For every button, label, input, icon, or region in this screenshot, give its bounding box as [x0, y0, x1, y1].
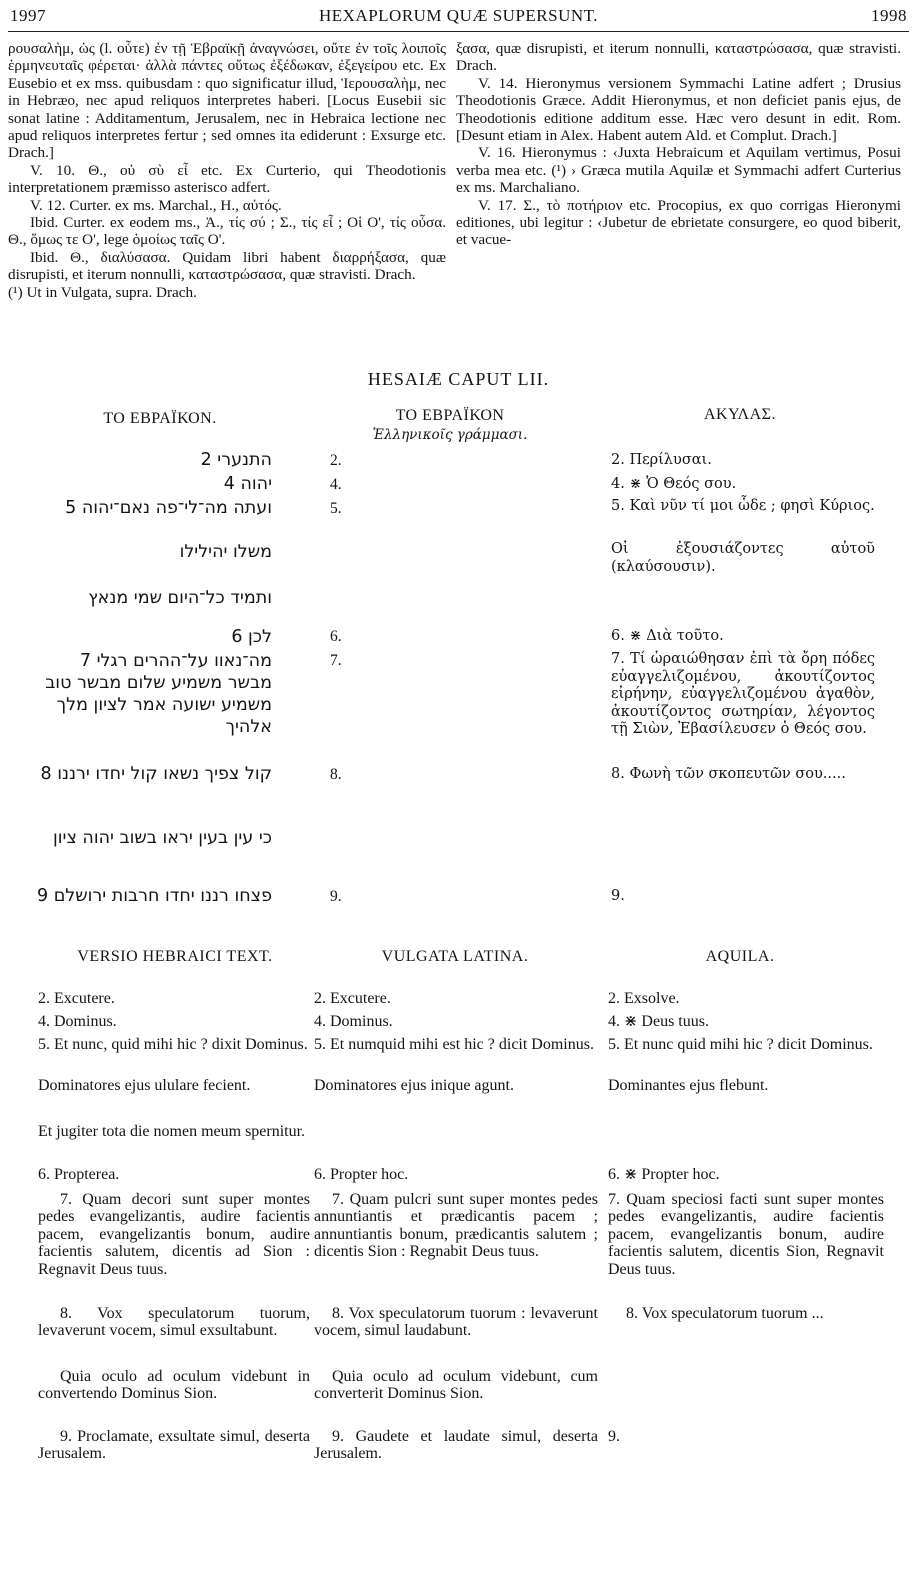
note-paragraph: V. 14. Hieronymus versionem Symmachi Latine adfert ; Drusius Theodotionis Græce. Addit Hieronymus, et non deficiet panis ejus, de Theodotionis editione additum esse. Hæc vero desunt in edit. Rom. [Desunt etiam in Alex. Habent autem Ald. et Complut. Drach.] [456, 74, 901, 145]
verse-line: 4. Dominus. [38, 1013, 117, 1030]
verse-line: 8. Vox speculatorum tuorum ... [626, 1305, 824, 1322]
verse-line: 7. Quam speciosi facti sunt super montes pedes evangelizantis, audire facientis pacem, evangelizantis bonum, audire facientis salutem, dicentis Sion, Regnavit Deus tuus. [608, 1191, 884, 1278]
aquila-greek-text: 8. Φωνὴ τῶν σκοπευτῶν σου..... [611, 766, 846, 782]
verse-line: 8. Vox speculatorum tuorum : levaverunt vocem, simul laudabunt. [314, 1305, 598, 1340]
hebrew-text: התנערי 2 [200, 450, 272, 470]
hebrew-text: יהוה 4 [223, 474, 272, 494]
verse-line: Quia oculo ad oculum videbunt, cum converterit Dominus Sion. [314, 1368, 598, 1403]
hebrew-text: לכן 6 [231, 627, 272, 647]
hebrew-text: פצחו רננו יחדו חרבות ירושלם 9 [36, 886, 272, 906]
verse-line: 7. Quam pulcri sunt super montes pedes annuntiantis et prædicantis pacem ; annuntiantis bonum, prædicantis salutem ; dicentis Sion : Regnabit Deus tuus. [314, 1191, 598, 1261]
verse-line: 2. Exsolve. [608, 990, 680, 1007]
header-aquila-greek: ΑΚΥΛΑΣ. [703, 406, 776, 423]
aquila-greek-text: 2. Περίλυσαι. [611, 452, 712, 468]
verse-number: 2. [330, 452, 342, 469]
hebrew-text: ועתה מה־לי־פה נאם־יהוה 5 [65, 498, 272, 518]
hebrew-text: מבשר משמיע שלום מבשר טוב [45, 673, 272, 693]
running-title: HEXAPLORUM QUÆ SUPERSUNT. [318, 6, 599, 25]
hebrew-text: ותמיד כל־היום שמי מנאץ [88, 588, 272, 608]
note-paragraph: Ibid. Curter. ex eodem ms., Ἀ., τίς σύ ; Σ., τίς εἶ ; Οἱ Ο', τίς οὖσα. Θ., ὅμως τε Ο', lege ὁμοίως ταῖς Ο'. [8, 214, 446, 249]
verse-line: 9. [608, 1428, 620, 1445]
verse-number: 5. [330, 500, 342, 517]
aquila-greek-text: 4. ⋇ Ὁ Θεός σου. [611, 476, 737, 492]
note-paragraph: ξασα, quæ disrupisti, et iterum nonnulli, καταστρώσασα, quæ stravisti. Drach. [456, 40, 901, 75]
notes-column-left [8, 40, 446, 301]
note-paragraph: Ibid. Θ., διαλύσασα. Quidam libri habent διαρρήξασα, quæ disrupisti, et iterum nonnulli, καταστρώσασα, quæ stravisti. Drach. [8, 248, 446, 284]
verse-line: Dominantes ejus flebunt. [608, 1077, 769, 1094]
verse-line: Dominatores ejus ululare fecient. [38, 1077, 251, 1094]
header-aquila-latin: AQUILA. [705, 948, 775, 965]
note-paragraph: ρουσαλὴμ, ὡς (l. οὗτε) ἐν τῇ Ἑβραϊκῇ ἀναγνώσει, οὔτε ἐν τοῖς λοιποῖς ἑρμηνευταῖς φέρεται· ἀλλὰ πάντες οὕτως ἐξέδωκαν, ἐξεγείρου etc. Ex Eusebio et ex mss. quibusdam : quo significatur illud, Ἱερουσαλὴμ, nec in Hebræo, nec apud reliquos interpretes haberi. [Locus Eusebii sic sonat latine : Additamentum, Jerusalem, nec in Hebraica lectione nec apud reliquos interpretes fertur ; sed omnes ita ediderunt : Exsurge etc. Drach.] [8, 40, 446, 162]
aquila-greek-text: 6. ⋇ Διὰ τοῦτο. [611, 628, 724, 644]
verse-number: 7. [330, 652, 342, 669]
aquila-greek-text: 5. Καὶ νῦν τί μοι ὧδε ; φησὶ Κύριος. [611, 498, 875, 514]
hebrew-text: כי עין בעין יראו בשוב יהוה ציון [53, 828, 272, 848]
hebrew-text: קול צפיך נשאו קול יחדו ירננו 8 [40, 764, 272, 784]
aquila-greek-text: Οἱ ἐξουσιάζοντες αὐτοῦ (κλαύσουσιν). [611, 541, 875, 575]
verse-line: 6. Propter hoc. [314, 1166, 409, 1183]
verse-line: 5. Et numquid mihi est hic ? dicit Dominus. [314, 1036, 594, 1053]
footnote: (¹) Ut in Vulgata, supra. Drach. [8, 283, 197, 301]
hebrew-text: מה־נאוו על־ההרים רגלי 7 [79, 651, 272, 671]
verse-line: 2. Excutere. [38, 990, 115, 1007]
verse-number: 6. [330, 628, 342, 645]
header-transliteration-sub: Ἑλληνικοῖς γράμμασι. [372, 427, 528, 443]
verse-number: 9. [330, 888, 342, 905]
hebrew-text: אלהיך [225, 717, 272, 737]
note-paragraph: V. 10. Θ., οὐ σὺ εἶ etc. Ex Curterio, qui Theodotionis interpretationem præmisso asterisco adfert. [8, 161, 446, 197]
note-paragraph: V. 12. Curter. ex ms. Marchal., Η., αὐτός. [30, 196, 282, 214]
verse-line: Dominatores ejus inique agunt. [314, 1077, 514, 1094]
note-paragraph: V. 17. Σ., τὸ ποτήριον etc. Procopius, ex quo corrigas Hieronymi editiones, ubi legitur : ‹Jubetur de ebrietate consurgere, eo quod biberit, et vacue- [456, 196, 901, 249]
chapter-title: HESAIÆ CAPUT LII. [367, 369, 550, 389]
note-paragraph: V. 16. Hieronymus : ‹Juxta Hebraicum et Aquilam vertimus, Posui verba mea etc. (¹) › Græca mutila Aquilæ et Symmachi adfert Curterius ex ms. Marchaliano. [456, 144, 901, 197]
verse-line: Quia oculo ad oculum videbunt in convertendo Dominus Sion. [38, 1368, 310, 1403]
running-head [10, 6, 907, 32]
verse-line: 4. ⋇ Deus tuus. [608, 1013, 709, 1030]
hebrew-text: משמיע ישועה אמר לציון מלך [56, 695, 272, 715]
aquila-greek-text: 7. Τί ὡραιώθησαν ἐπὶ τὰ ὄρη πόδες εὐαγγελιζομένου, ἀκουτίζοντος εἰρήνην, εὐαγγελιζομένου ἀγαθὸν, ἀκουτίζοντος σωτηρίαν, λέγοντος τῇ Σιὼν, Ἐβασίλευσεν ὁ Θεός σου. [611, 651, 875, 737]
verse-number: 8. [330, 766, 342, 783]
verse-line: 2. Excutere. [314, 990, 391, 1007]
notes-column-right [456, 40, 901, 249]
header-vulgata-latina: VULGATA LATINA. [381, 948, 529, 965]
verse-line: 9. Gaudete et laudate simul, deserta Jerusalem. [314, 1428, 598, 1463]
hebrew-text: משלו יהילילו [179, 542, 272, 562]
aquila-greek-text: 9. [611, 888, 625, 904]
verse-line: 6. Propterea. [38, 1166, 120, 1183]
verse-line: 9. Proclamate, exsultate simul, deserta Jerusalem. [38, 1428, 310, 1463]
header-transliteration: ΤΟ ΕΒΡΑΪΚΟΝ [395, 407, 505, 424]
verse-line: 7. Quam decori sunt super montes pedes evangelizantis, audire facientis pacem, evangelizantis bonum, audire facientis salutem, dicentis ad Sion : Regnavit Deus tuus. [38, 1191, 310, 1278]
header-hebrew: ΤΟ ΕΒΡΑΪΚΟΝ. [103, 410, 217, 427]
page-number-right: 1998 [871, 6, 907, 25]
verse-line: Et jugiter tota die nomen meum spernitur. [38, 1123, 306, 1140]
verse-line: 5. Et nunc, quid mihi hic ? dixit Dominus. [38, 1036, 308, 1053]
header-rule [8, 31, 909, 32]
page-number-left: 1997 [10, 6, 46, 25]
verse-line: 8. Vox speculatorum tuorum, levaverunt vocem, simul exsultabunt. [38, 1305, 310, 1340]
verse-line: 4. Dominus. [314, 1013, 393, 1030]
verse-line: 5. Et nunc quid mihi hic ? dicit Dominus. [608, 1036, 873, 1053]
header-versio-hebraici: VERSIO HEBRAICI TEXT. [77, 948, 273, 965]
verse-number: 4. [330, 476, 342, 493]
verse-line: 6. ⋇ Propter hoc. [608, 1166, 720, 1183]
